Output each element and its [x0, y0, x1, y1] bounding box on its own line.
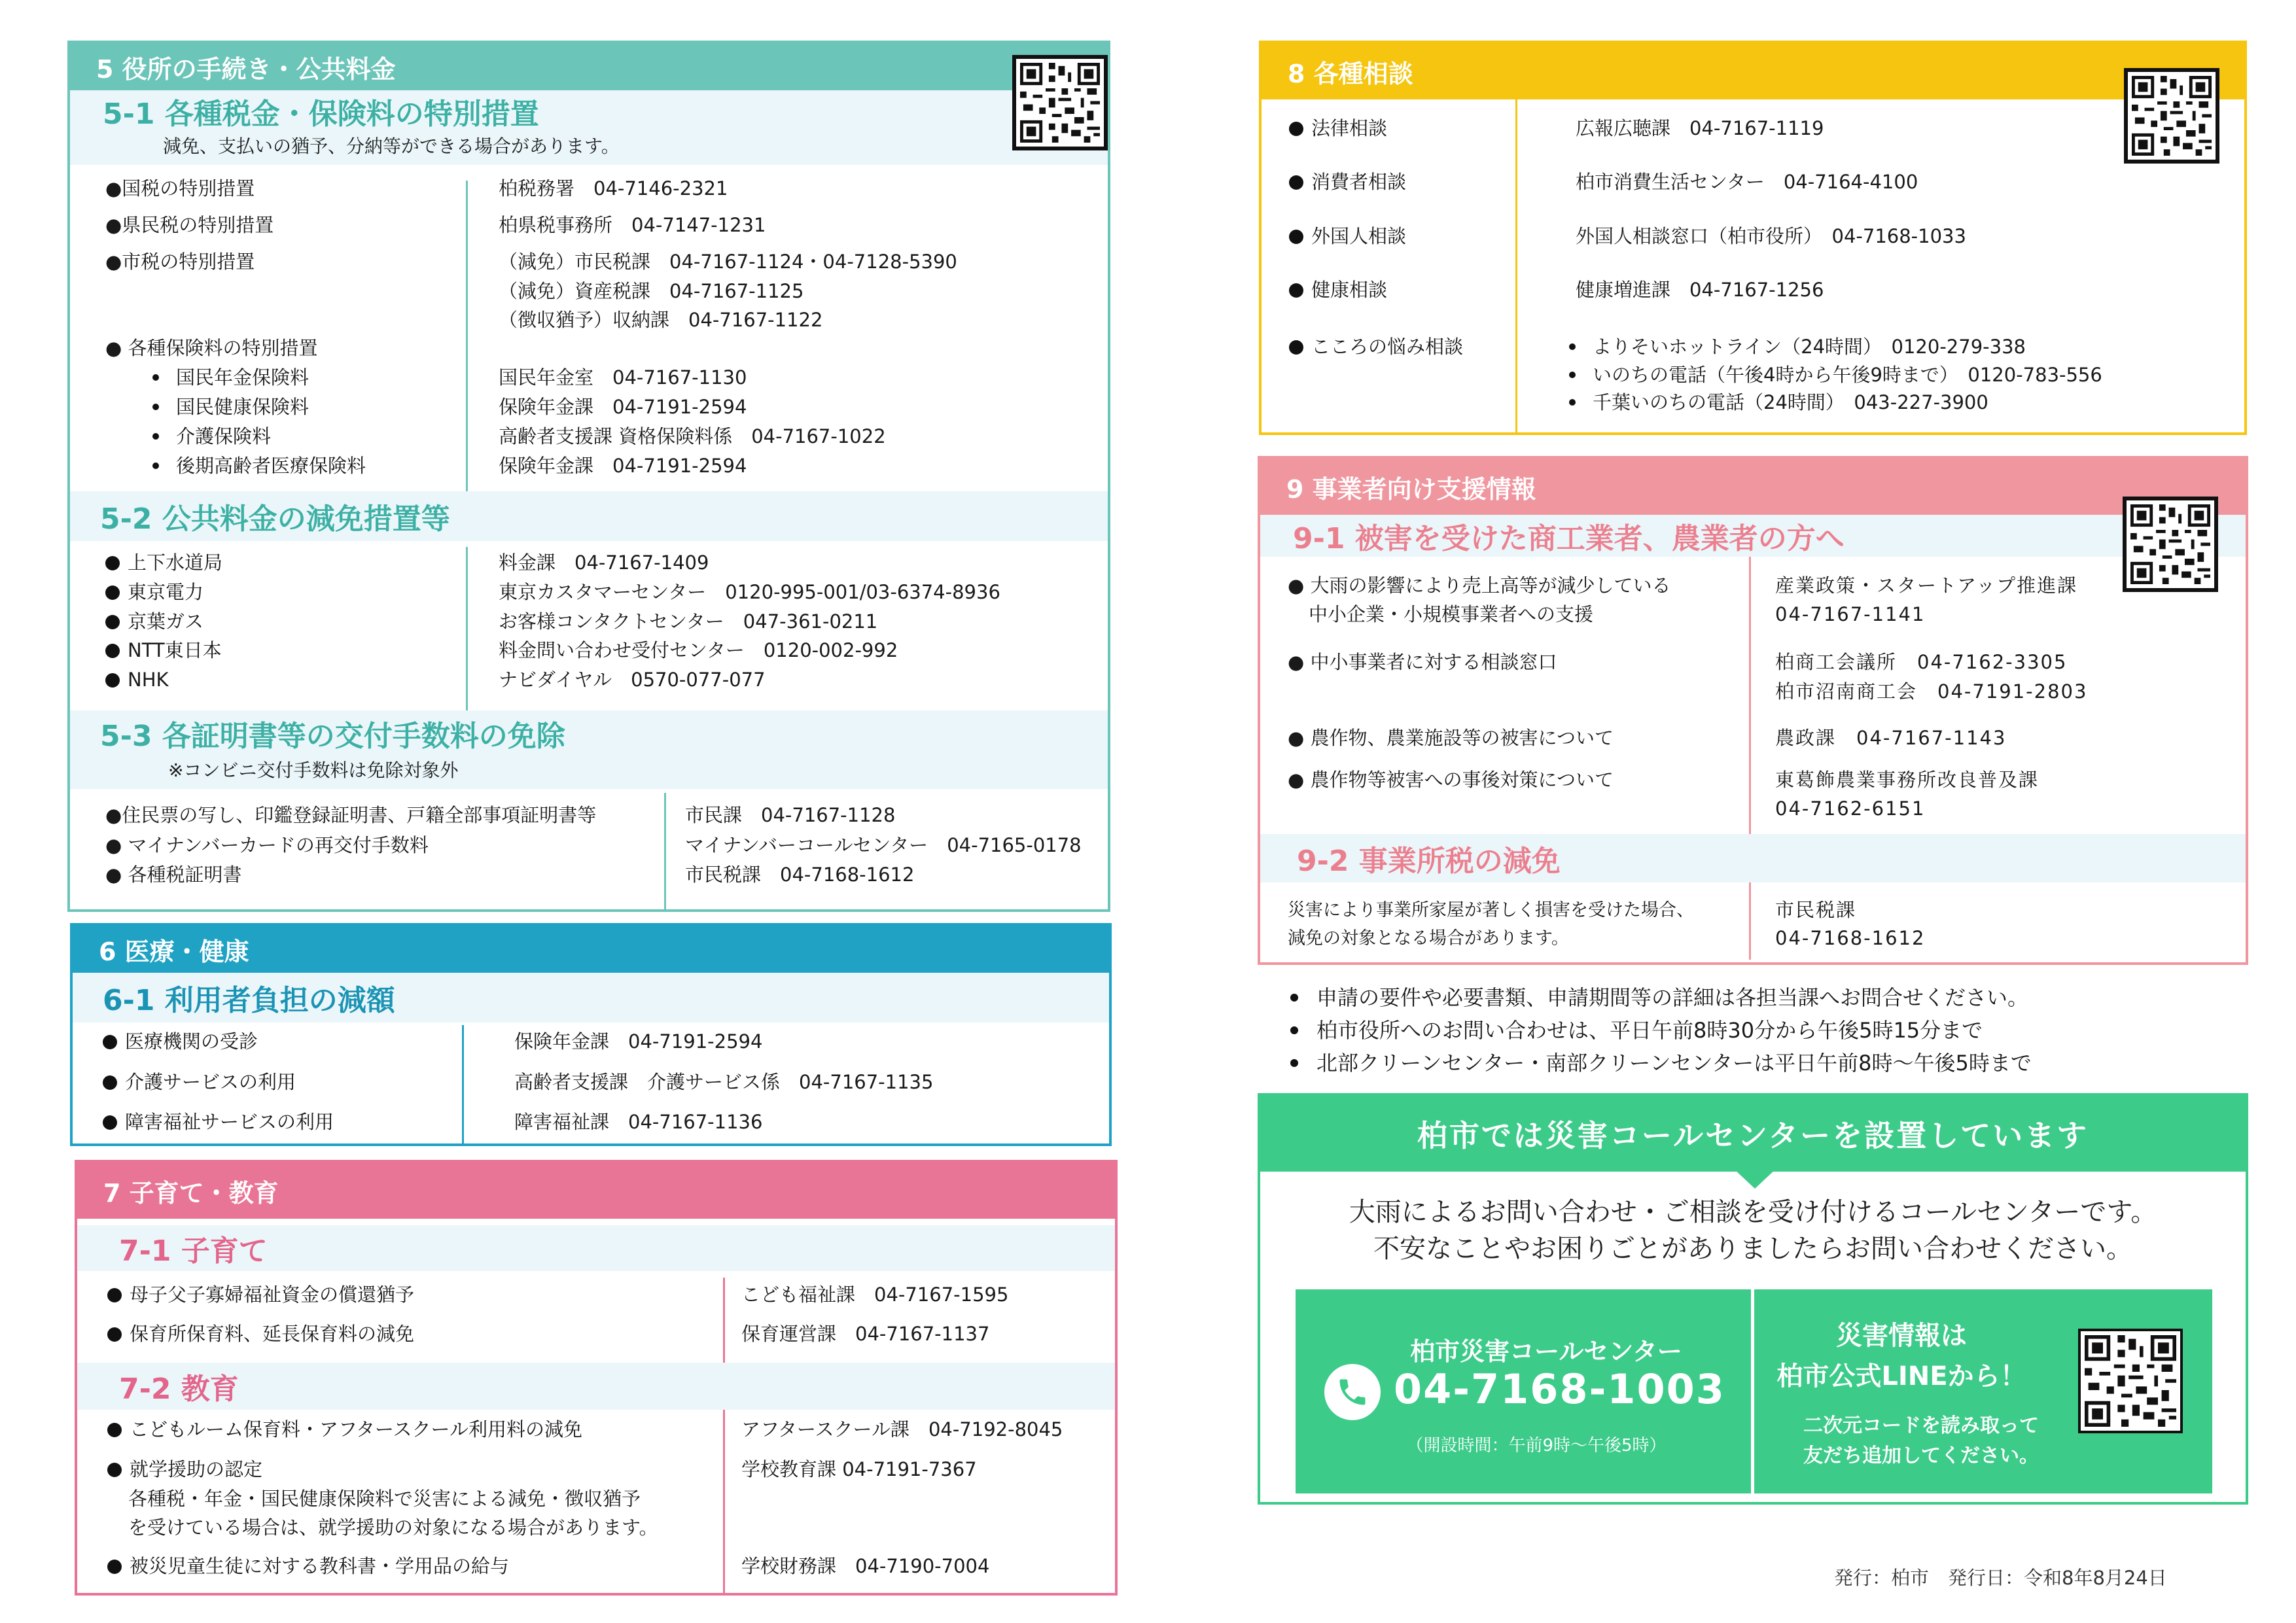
subitem-health: 国民健康保険料	[116, 393, 309, 422]
contact: 市民税課 04-7168-1612	[685, 864, 915, 886]
item-tax-prefectural: ●県民税の特別措置	[105, 214, 274, 236]
subitem-care: 介護保険料	[116, 422, 271, 451]
item-medical: 医療機関の受診	[125, 1030, 258, 1053]
item-legal: 法律相談	[1311, 117, 1388, 139]
item-sme-support-2: 中小企業・小規模事業者への支援	[1309, 603, 1594, 625]
section-7	[75, 1160, 1118, 1596]
contact: 柏市沼南商工会 04-7191-2803	[1775, 680, 2088, 703]
item-insurance: ● 各種保険料の特別措置	[105, 337, 318, 359]
section-5-title: 5 役所の手続き・公共料金	[70, 43, 1108, 90]
contact: 東葛飾農業事務所改良普及課	[1775, 769, 2040, 791]
section-6-1-title: 6-1 利用者負担の減額	[73, 973, 1109, 1022]
banner-pointer	[1734, 1169, 1776, 1189]
contact: 国民年金室 04-7167-1130	[499, 366, 747, 389]
item-care: 介護サービスの利用	[125, 1071, 296, 1093]
item-nhk: NHK	[128, 669, 169, 691]
contact: 柏商工会議所 04-7162-3305	[1775, 651, 2068, 673]
section-5	[67, 41, 1110, 912]
contact: 保険年金課 04-7191-2594	[499, 455, 747, 477]
qr-pattern	[2085, 1335, 2176, 1427]
contact: 04-7162-6151	[1775, 797, 1926, 820]
contact: 健康増進課 04-7167-1256	[1576, 279, 1824, 301]
contact: 柏市消費生活センター 04-7164-4100	[1576, 171, 1918, 193]
hotline: よりそいホットライン（24時間） 0120-279-338	[1593, 336, 2026, 358]
line-title: 災害情報は 柏市公式LINEから！	[1776, 1321, 2026, 1391]
qr-pattern	[1020, 63, 1100, 143]
subitem-elderly: 後期高齢者医療保険料	[116, 451, 366, 481]
contact: 外国人相談窓口（柏市役所） 04-7168-1033	[1576, 225, 1966, 247]
section-8	[1259, 41, 2247, 435]
section-9	[1258, 456, 2248, 965]
item-textbooks: 被災児童生徒に対する教科書・学用品の給与	[130, 1555, 510, 1577]
contact: 学校教育課 04-7191-7367	[741, 1458, 977, 1480]
contact: 保険年金課 04-7191-2594	[499, 396, 747, 418]
section-7-title: 7 子育て・教育	[77, 1162, 1115, 1219]
item-crops: ● 農作物、農業施設等の被害について	[1288, 727, 1614, 749]
contact: 農政課 04-7167-1143	[1775, 727, 2007, 749]
item-tax-city: ●市税の特別措置	[105, 251, 255, 273]
phone-icon	[1324, 1364, 1381, 1420]
item-taxcert: ● 各種税証明書	[105, 864, 242, 886]
section-5-1-note: 減免、支払いの猶予、分納等ができる場合があります。	[163, 135, 620, 157]
section-9-title: 9 事業者向け支援情報	[1260, 459, 2246, 515]
tax-relief-text: 減免の対象となる場合があります。	[1288, 928, 1569, 949]
section-9-2-title: 9-2 事業所税の減免	[1260, 834, 2246, 882]
section-8-title: 8 各種相談	[1262, 43, 2244, 99]
item-nursery-fee: 保育所保育料、延長保育料の減免	[130, 1323, 415, 1345]
item-mynumber: ● マイナンバーカードの再交付手数料	[105, 834, 429, 856]
section-5-3-note: ※コンビニ交付手数料は免除対象外	[168, 759, 459, 781]
contact: 04-7167-1141	[1775, 603, 1926, 625]
section-7-2-title: 7-2 教育	[77, 1363, 1115, 1410]
contact: （減免）市民税課 04-7167-1124・04-7128-5390	[499, 251, 957, 273]
call-center-desc: 大雨によるお問い合わせ・ご相談を受け付けるコールセンターです。 不安なことやお困りごとがありましたらお問い合わせください。	[1349, 1197, 2157, 1264]
contact: 高齢者支援課 介護サービス係 04-7167-1135	[514, 1071, 934, 1093]
line-panel	[1754, 1289, 2212, 1493]
contact: 柏税務署 04-7146-2321	[499, 177, 728, 200]
note: 北部クリーンセンター・南部クリーンセンターは平日午前8時～午後5時まで	[1316, 1051, 2032, 1075]
item-disability: 障害福祉サービスの利用	[125, 1111, 334, 1133]
item-tepco: 東京電力	[128, 581, 204, 603]
contact: 料金問い合わせ受付センター 0120-002-992	[499, 639, 898, 661]
item-school-aid: 就学援助の認定	[130, 1458, 263, 1480]
contact: マイナンバーコールセンター 04-7165-0178	[685, 834, 1082, 856]
contact: 学校財務課 04-7190-7004	[741, 1555, 990, 1577]
call-center-banner: 柏市では災害コールセンターを設置しています	[1260, 1096, 2246, 1172]
qr-code-icon[interactable]	[2123, 497, 2218, 592]
item-afterschool: こどもルーム保育料・アフタースクール利用料の減免	[130, 1418, 582, 1440]
item-consumer: 消費者相談	[1311, 171, 1407, 193]
item-welfare-fund: 母子父子寡婦福祉資金の償還猶予	[130, 1283, 415, 1306]
call-center-name: 柏市災害コールセンター	[1410, 1337, 1682, 1366]
hotline: 千葉いのちの電話（24時間） 043-227-3900	[1593, 391, 1988, 413]
call-center-box	[1258, 1093, 2248, 1505]
phone-panel	[1296, 1289, 1751, 1493]
school-aid-detail: を受けている場合は、就学援助の対象になる場合があります。	[128, 1516, 658, 1539]
section-5-3-title: 5-3 各証明書等の交付手数料の免除	[100, 720, 565, 753]
item-mental: こころの悩み相談	[1311, 336, 1464, 358]
hours: （開設時間：午前9時～午後5時）	[1406, 1436, 1667, 1456]
section-7-1-title: 7-1 子育て	[77, 1225, 1115, 1271]
footer-publisher: 発行：柏市 発行日：令和8年8月24日	[1834, 1567, 2167, 1589]
qr-code-icon[interactable]	[1012, 55, 1108, 150]
contact: 04-7168-1612	[1775, 927, 1926, 949]
contact: （減免）資産税課 04-7167-1125	[499, 280, 804, 302]
hotline: いのちの電話（午後4時から午後9時まで） 0120-783-556	[1593, 364, 2102, 386]
item-foreigner: 外国人相談	[1311, 225, 1407, 247]
section-9-1-title: 9-1 被害を受けた商工業者、農業者の方へ	[1260, 515, 2246, 557]
subitem-pension: 国民年金保険料	[116, 363, 309, 393]
item-water: 上下水道局	[128, 551, 223, 574]
contact: 東京カスタマーセンター 0120-995-001/03-6374-8936	[499, 581, 1000, 603]
contact: アフタースクール課 04-7192-8045	[741, 1418, 1063, 1440]
item-sme-support: ● 大雨の影響により売上高等が減少している	[1288, 574, 1671, 597]
phone-glyph	[1335, 1375, 1369, 1409]
note: 柏市役所へのお問い合わせは、平日午前8時30分から午後5時15分まで	[1316, 1018, 1983, 1043]
contact: お客様コンタクトセンター 047-361-0211	[499, 610, 878, 633]
contact: 柏県税事務所 04-7147-1231	[499, 214, 766, 236]
section-6-title: 6 医療・健康	[73, 926, 1109, 973]
tax-relief-text: 災害により事業所家屋が著しく損害を受けた場合、	[1288, 900, 1694, 920]
section-5-1-title: 5-1 各種税金・保険料の特別措置	[70, 90, 1108, 132]
item-consult: ● 中小事業者に対する相談窓口	[1288, 651, 1557, 673]
item-gas: 京葉ガス	[128, 610, 204, 633]
section-6	[70, 923, 1112, 1146]
qr-pattern	[2132, 76, 2212, 156]
contact: 保険年金課 04-7191-2594	[514, 1030, 763, 1053]
qr-pattern	[2130, 504, 2210, 584]
item-tax-national: ●国税の特別措置	[105, 177, 255, 200]
school-aid-detail: 各種税・年金・国民健康保険料で災害による減免・徴収猶予	[128, 1488, 641, 1510]
item-crops-after: ● 農作物等被害への事後対策について	[1288, 769, 1614, 791]
note: 申請の要件や必要書類、申請期間等の詳細は各担当課へお問合せください。	[1316, 985, 2029, 1010]
contact: 障害福祉課 04-7167-1136	[514, 1111, 763, 1133]
contact: 広報広聴課 04-7167-1119	[1576, 117, 1824, 139]
contact: 産業政策・スタートアップ推進課	[1775, 574, 2078, 597]
item-health: 健康相談	[1311, 279, 1388, 301]
contact: （徴収猶予）収納課 04-7167-1122	[499, 309, 823, 331]
contact: 保育運営課 04-7167-1137	[741, 1323, 990, 1345]
contact: 高齢者支援課 資格保険料係 04-7167-1022	[499, 425, 886, 447]
contact: 料金課 04-7167-1409	[499, 551, 709, 574]
contact: こども福祉課 04-7167-1595	[741, 1283, 1009, 1306]
phone-number[interactable]: 04-7168-1003	[1394, 1365, 1725, 1413]
contact: 市民課 04-7167-1128	[685, 804, 896, 826]
notes-list	[1282, 981, 2032, 1079]
line-qr-code-icon[interactable]	[2078, 1329, 2183, 1433]
item-ntt: NTT東日本	[128, 639, 222, 661]
line-desc: 二次元コードを読み取って 友だち追加してください。	[1803, 1414, 2039, 1467]
contact: ナビダイヤル 0570-077-077	[499, 669, 766, 691]
item-certificate: ●住民票の写し、印鑑登録証明書、戸籍全部事項証明書等	[105, 804, 597, 826]
qr-code-icon[interactable]	[2124, 68, 2219, 164]
contact: 市民税課	[1775, 899, 1857, 921]
section-5-2-title: 5-2 公共料金の減免措置等	[70, 491, 1108, 541]
